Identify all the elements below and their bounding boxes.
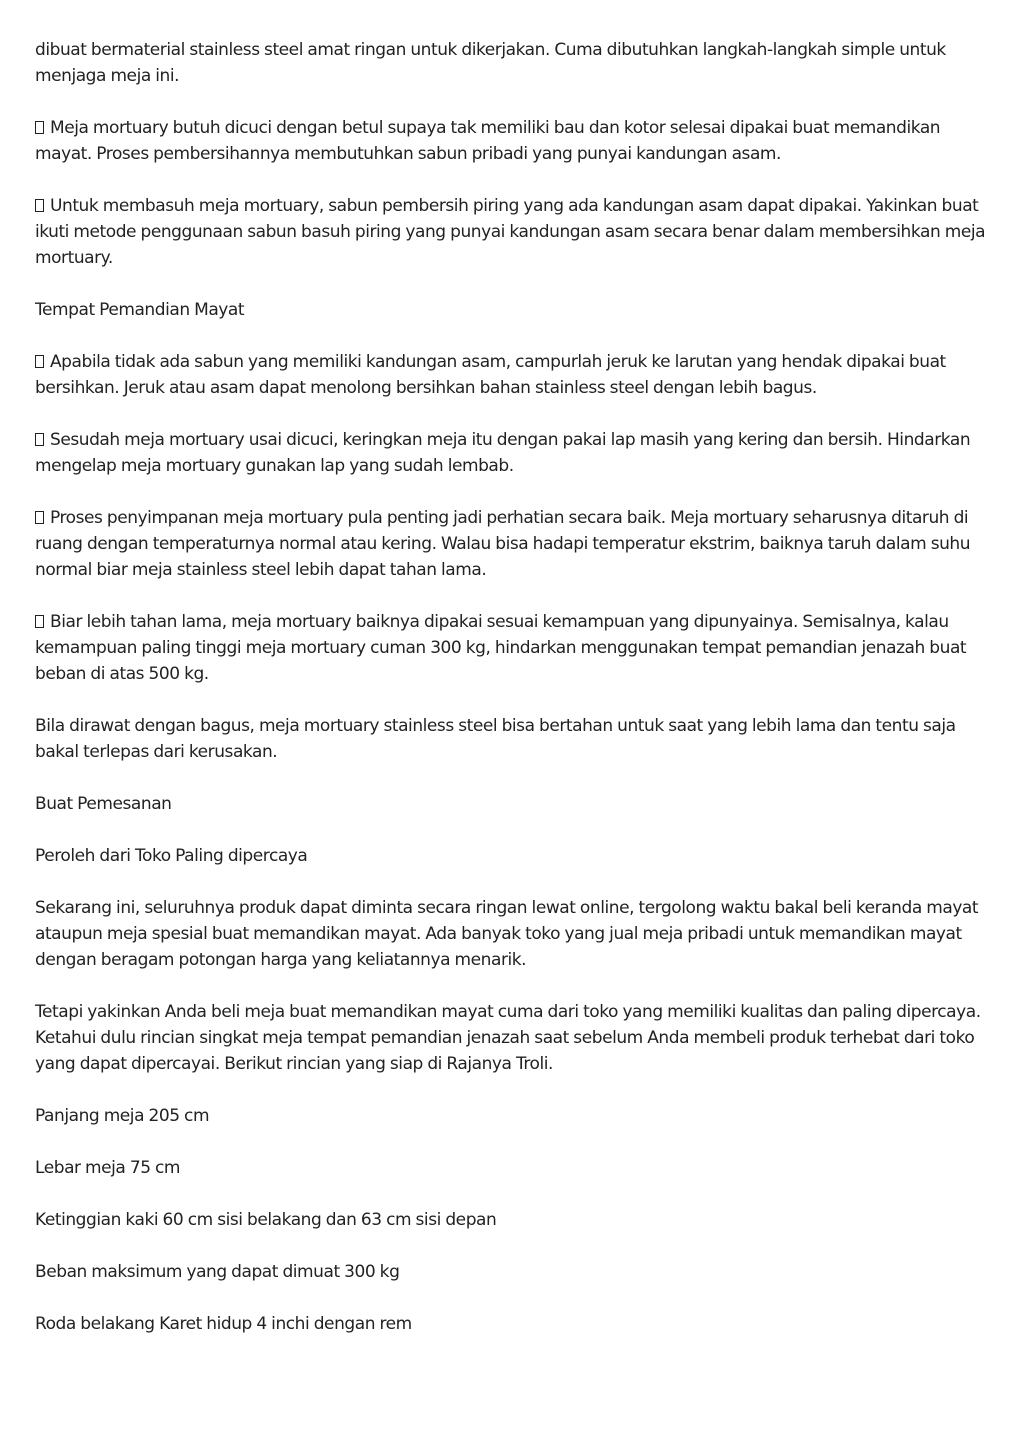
bullet-paragraph: Sesudah meja mortuary usai dicuci, keringkan meja itu dengan pakai lap masih yang kering dan bersih. Hindarkan mengelap meja mortuary gunakan lap yang sudah lembab. xyxy=(35,430,971,476)
paragraph: Tetapi yakinkan Anda beli meja buat memandikan mayat cuma dari toko yang memiliki kualitas dan paling dipercaya. Ketahui dulu rincian singkat meja tempat pemandian jenazah saat sebelum Anda membeli produk terhebat dari toko yang dapat dipercayai. Berikut rincian yang siap di Rajanya Troli. xyxy=(35,1002,981,1074)
spec-line: Beban maksimum yang dapat dimuat 300 kg xyxy=(35,1262,400,1282)
section-heading: Tempat Pemandian Mayat xyxy=(35,300,245,320)
bullet-box-icon xyxy=(35,615,44,628)
paragraph: Bila dirawat dengan bagus, meja mortuary stainless steel bisa bertahan untuk saat yang lebih lama dan tentu saja bakal terlepas dari kerusakan. xyxy=(35,716,956,762)
bullet-box-icon xyxy=(35,199,44,212)
bullet-paragraph: Biar lebih tahan lama, meja mortuary baiknya dipakai sesuai kemampuan yang dipunyainya. Semisalnya, kalau kemampuan paling tinggi meja mortuary cuman 300 kg, hindarkan menggunakan tempat pemandian jenazah buat beban di atas 500 kg. xyxy=(35,612,967,684)
bullet-box-icon xyxy=(35,121,44,134)
paragraph: dibuat bermaterial stainless steel amat ringan untuk dikerjakan. Cuma dibutuhkan langkah-langkah simple untuk menjaga meja ini. xyxy=(35,40,946,86)
bullet-paragraph: Proses penyimpanan meja mortuary pula penting jadi perhatian secara baik. Meja mortuary seharusnya ditaruh di ruang dengan temperaturnya normal atau kering. Walau bisa hadapi temperatur ekstrim, baiknya taruh dalam suhu normal biar meja stainless steel lebih dapat tahan lama. xyxy=(35,508,971,580)
spec-line: Panjang meja 205 cm xyxy=(35,1106,210,1126)
bullet-paragraph: Apabila tidak ada sabun yang memiliki kandungan asam, campurlah jeruk ke larutan yang hendak dipakai buat bersihkan. Jeruk atau asam dapat menolong bersihkan bahan stainless steel dengan lebih bagus. xyxy=(35,352,946,398)
bullet-box-icon xyxy=(35,355,44,368)
spec-line: Ketinggian kaki 60 cm sisi belakang dan 63 cm sisi depan xyxy=(35,1210,497,1230)
spec-line: Lebar meja 75 cm xyxy=(35,1158,181,1178)
bullet-paragraph: Meja mortuary butuh dicuci dengan betul supaya tak memiliki bau dan kotor selesai dipakai buat memandikan mayat. Proses pembersihannya membutuhkan sabun pribadi yang punyai kandungan asam. xyxy=(35,118,941,164)
section-heading: Peroleh dari Toko Paling dipercaya xyxy=(35,846,308,866)
bullet-box-icon xyxy=(35,511,44,524)
bullet-box-icon xyxy=(35,433,44,446)
paragraph: Sekarang ini, seluruhnya produk dapat diminta secara ringan lewat online, tergolong waktu bakal beli keranda mayat ataupun meja spesial buat memandikan mayat. Ada banyak toko yang jual meja pribadi untuk memandikan mayat dengan beragam potongan harga yang keliatannya menarik. xyxy=(35,898,979,970)
section-heading: Buat Pemesanan xyxy=(35,794,172,814)
spec-line: Roda belakang Karet hidup 4 inchi dengan rem xyxy=(35,1314,412,1334)
bullet-paragraph: Untuk membasuh meja mortuary, sabun pembersih piring yang ada kandungan asam dapat dipakai. Yakinkan buat ikuti metode penggunaan sabun basuh piring yang punyai kandungan asam secara benar dalam membersihkan meja mortuary. xyxy=(35,196,986,268)
